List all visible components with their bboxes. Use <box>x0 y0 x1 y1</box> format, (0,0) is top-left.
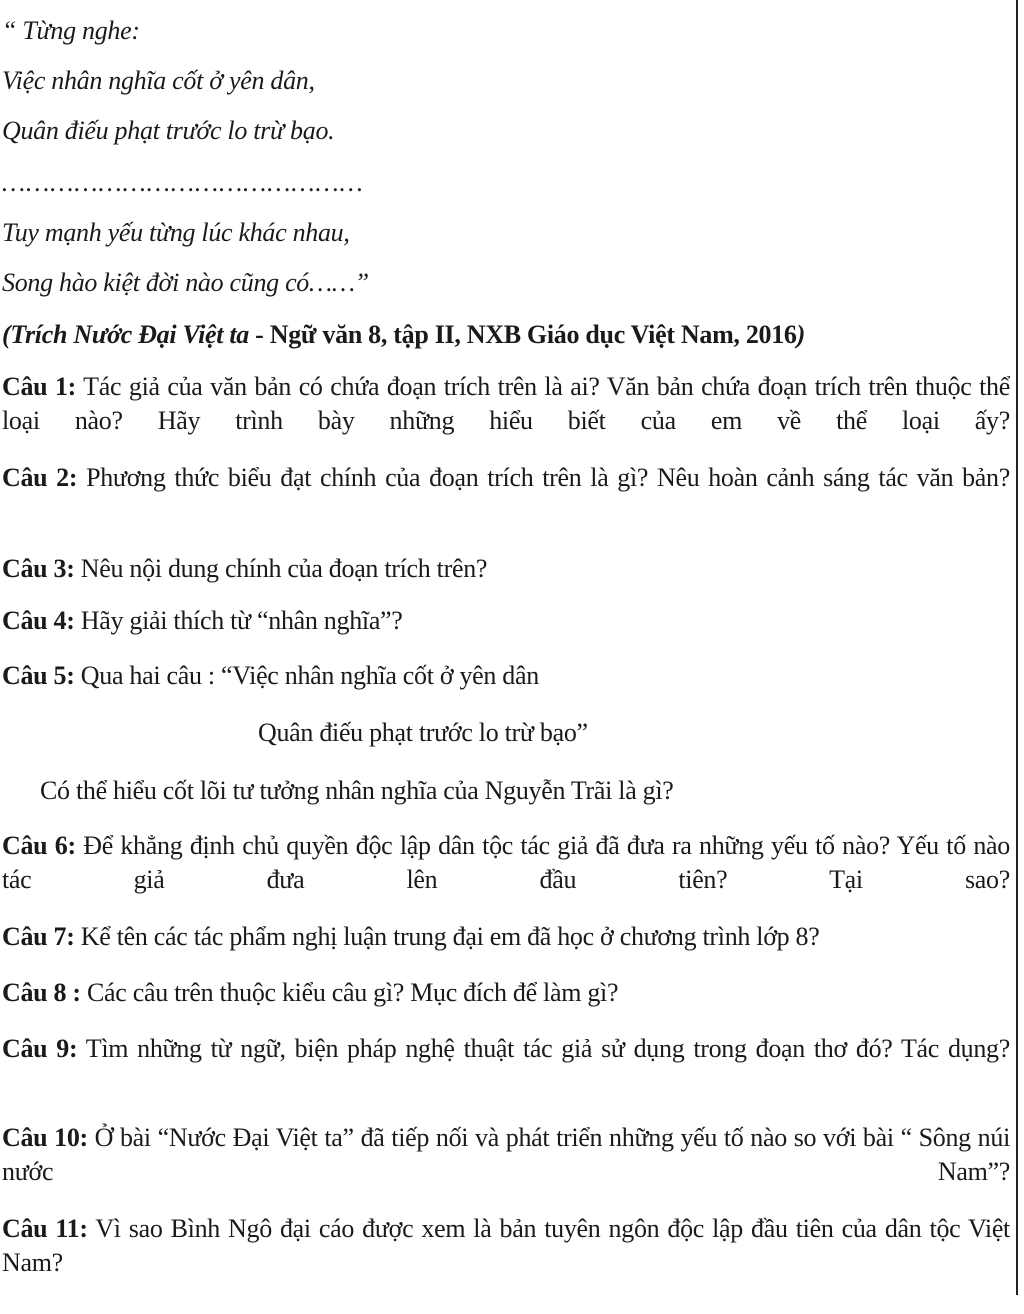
question-text: Hãy giải thích từ “nhân nghĩa”? <box>74 606 403 635</box>
question-text: Ở bài “Nước Đại Việt ta” đã tiếp nối và phát triển những yếu tố nào so với bài “ Sông núi nước Nam”? <box>2 1123 1010 1186</box>
question-text: Các câu trên thuộc kiểu câu gì? Mục đích để làm gì? <box>80 978 619 1007</box>
question-text: Vì sao Bình Ngô đại cáo được xem là bản tuyên ngôn độc lập đầu tiên của dân tộc Việt Nam? <box>2 1214 1010 1277</box>
poem-line-5: Song hào kiệt đời nào cũng có……” <box>2 268 369 297</box>
question-text: Tác giả của văn bản có chứa đoạn trích trên là ai? Văn bản chứa đoạn trích trên thuộc thể loại nào? Hãy trình bày những hiểu biết của em về thể loại ấy? <box>2 372 1010 435</box>
question-6 <box>2 829 1010 931</box>
poem-line-2: Việc nhân nghĩa cốt ở yên dân, <box>2 66 315 95</box>
poem-line-4: Tuy mạnh yếu từng lúc khác nhau, <box>2 218 350 247</box>
question-text: Để khẳng định chủ quyền độc lập dân tộc tác giả đã đưa ra những yếu tố nào? Yếu tố nào tác giả đưa lên đầu tiên? Tại sao? <box>2 831 1010 894</box>
poem-ellipsis: ……………………………………… <box>2 168 364 197</box>
question-5-followup: Có thể hiểu cốt lõi tư tưởng nhân nghĩa của Nguyễn Trãi là gì? <box>40 776 674 805</box>
citation-title: (Trích Nước Đại Việt ta <box>2 320 249 349</box>
question-9 <box>2 1032 1010 1100</box>
question-label: Câu 10: <box>2 1123 88 1152</box>
question-label: Câu 3: <box>2 554 75 583</box>
question-label: Câu 6: <box>2 831 76 860</box>
poem-line-3: Quân điếu phạt trước lo trừ bạo. <box>2 116 335 145</box>
question-label: Câu 11: <box>2 1214 88 1243</box>
question-label: Câu 4: <box>2 606 75 635</box>
question-7 <box>2 920 1010 954</box>
citation-close: ) <box>796 320 805 349</box>
question-3 <box>2 552 1010 586</box>
citation-source: - Ngữ văn 8, tập II, NXB Giáo dục Việt Nam, 2016 <box>248 320 797 349</box>
question-label: Câu 8 : <box>2 978 81 1007</box>
question-2 <box>2 461 1010 529</box>
question-4 <box>2 604 1010 638</box>
question-text: Qua hai câu : “Việc nhân nghĩa cốt ở yên dân <box>74 661 539 690</box>
question-10 <box>2 1121 1010 1223</box>
question-11 <box>2 1212 1010 1314</box>
question-label: Câu 2: <box>2 463 78 492</box>
question-label: Câu 1: <box>2 372 77 401</box>
question-label: Câu 9: <box>2 1034 78 1063</box>
question-text: Nêu nội dung chính của đoạn trích trên? <box>74 554 488 583</box>
question-text: Kể tên các tác phẩm nghị luận trung đại em đã học ở chương trình lớp 8? <box>74 922 820 951</box>
poem-line-1: “ Từng nghe: <box>2 16 140 45</box>
question-label: Câu 5: <box>2 661 75 690</box>
citation <box>2 318 1010 352</box>
question-1 <box>2 370 1010 472</box>
page-right-border <box>1016 0 1018 1295</box>
question-text: Tìm những từ ngữ, biện pháp nghệ thuật tác giả sử dụng trong đoạn thơ đó? Tác dụng? <box>77 1034 1010 1063</box>
question-5-quote-line-2: Quân điếu phạt trước lo trừ bạo” <box>258 718 588 747</box>
question-label: Câu 7: <box>2 922 75 951</box>
question-8 <box>2 976 1010 1010</box>
question-text: Phương thức biểu đạt chính của đoạn trích trên là gì? Nêu hoàn cảnh sáng tác văn bản? <box>77 463 1010 492</box>
question-5 <box>2 659 1010 693</box>
